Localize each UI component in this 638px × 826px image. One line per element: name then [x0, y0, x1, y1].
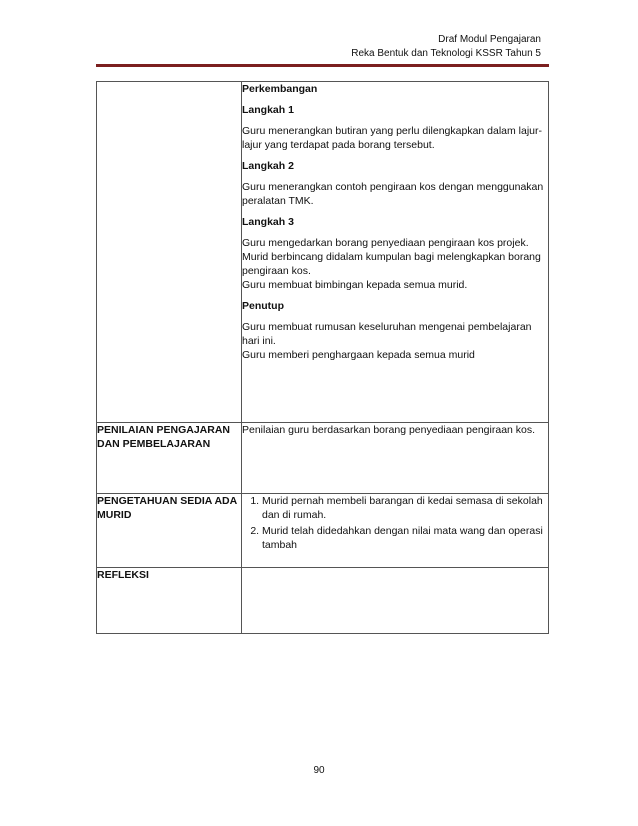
header-subtitle: Reka Bentuk dan Teknologi KSSR Tahun 5 [351, 48, 541, 59]
content-blocks [242, 82, 548, 362]
content-blocks [242, 423, 548, 437]
header-rule [96, 64, 549, 67]
row-content [242, 568, 549, 634]
block-text: Guru membuat bimbingan kepada semua murid. [242, 279, 468, 291]
block-text: Guru memberi penghargaan kepada semua murid [242, 349, 475, 361]
table-row-development [97, 82, 549, 423]
block-text: Penilaian guru berdasarkan borang penyediaan pengiraan kos. [242, 424, 536, 436]
content-block [242, 103, 548, 117]
content-block [242, 423, 548, 437]
row-label: PENILAIAN PENGAJARAN DAN PEMBELAJARAN [97, 423, 242, 494]
block-heading: Langkah 2 [242, 160, 294, 172]
block-heading: Perkembangan [242, 83, 318, 95]
table-row-assessment [97, 423, 549, 494]
table-row-prior-knowledge [97, 494, 549, 568]
row-label: PENGETAHUAN SEDIA ADA MURID [97, 494, 242, 568]
block-heading: Penutup [242, 300, 284, 312]
block-text: Guru menerangkan contoh pengiraan kos dengan menggunakan peralatan TMK. [242, 181, 544, 207]
row-content [242, 423, 549, 494]
block-text: Guru membuat rumusan keseluruhan mengenai pembelajaran hari ini. [242, 321, 532, 347]
header-title: Draf Modul Pengajaran [438, 34, 541, 45]
content-block [242, 215, 548, 229]
content-block [242, 180, 548, 208]
row-label [97, 82, 242, 423]
page-number: 90 [313, 765, 325, 776]
content-block [242, 159, 548, 173]
list-item: 1. Murid pernah membeli barangan di kedai semasa di sekolah dan di rumah. [262, 494, 548, 522]
lesson-plan-table [96, 81, 549, 634]
block-heading: Langkah 3 [242, 216, 294, 228]
prior-knowledge-list [242, 494, 548, 552]
content-block [242, 82, 548, 96]
content-block [242, 236, 548, 292]
content-block [242, 299, 548, 313]
row-label: REFLEKSI [97, 568, 242, 634]
block-text: Guru mengedarkan borang penyediaan pengiraan kos projek. Murid berbincang didalam kumpulan bagi melengkapkan borang pengiraan kos. [242, 237, 541, 277]
content-block [242, 320, 548, 362]
page-header [351, 33, 541, 61]
row-content [242, 82, 549, 423]
list-item: 2. Murid telah didedahkan dengan nilai mata wang dan operasi tambah [262, 524, 548, 552]
block-text: Guru menerangkan butiran yang perlu dilengkapkan dalam lajur-lajur yang terdapat pada borang tersebut. [242, 125, 543, 151]
content-block [242, 124, 548, 152]
block-heading: Langkah 1 [242, 104, 294, 116]
table-row-reflection [97, 568, 549, 634]
row-content [242, 494, 549, 568]
